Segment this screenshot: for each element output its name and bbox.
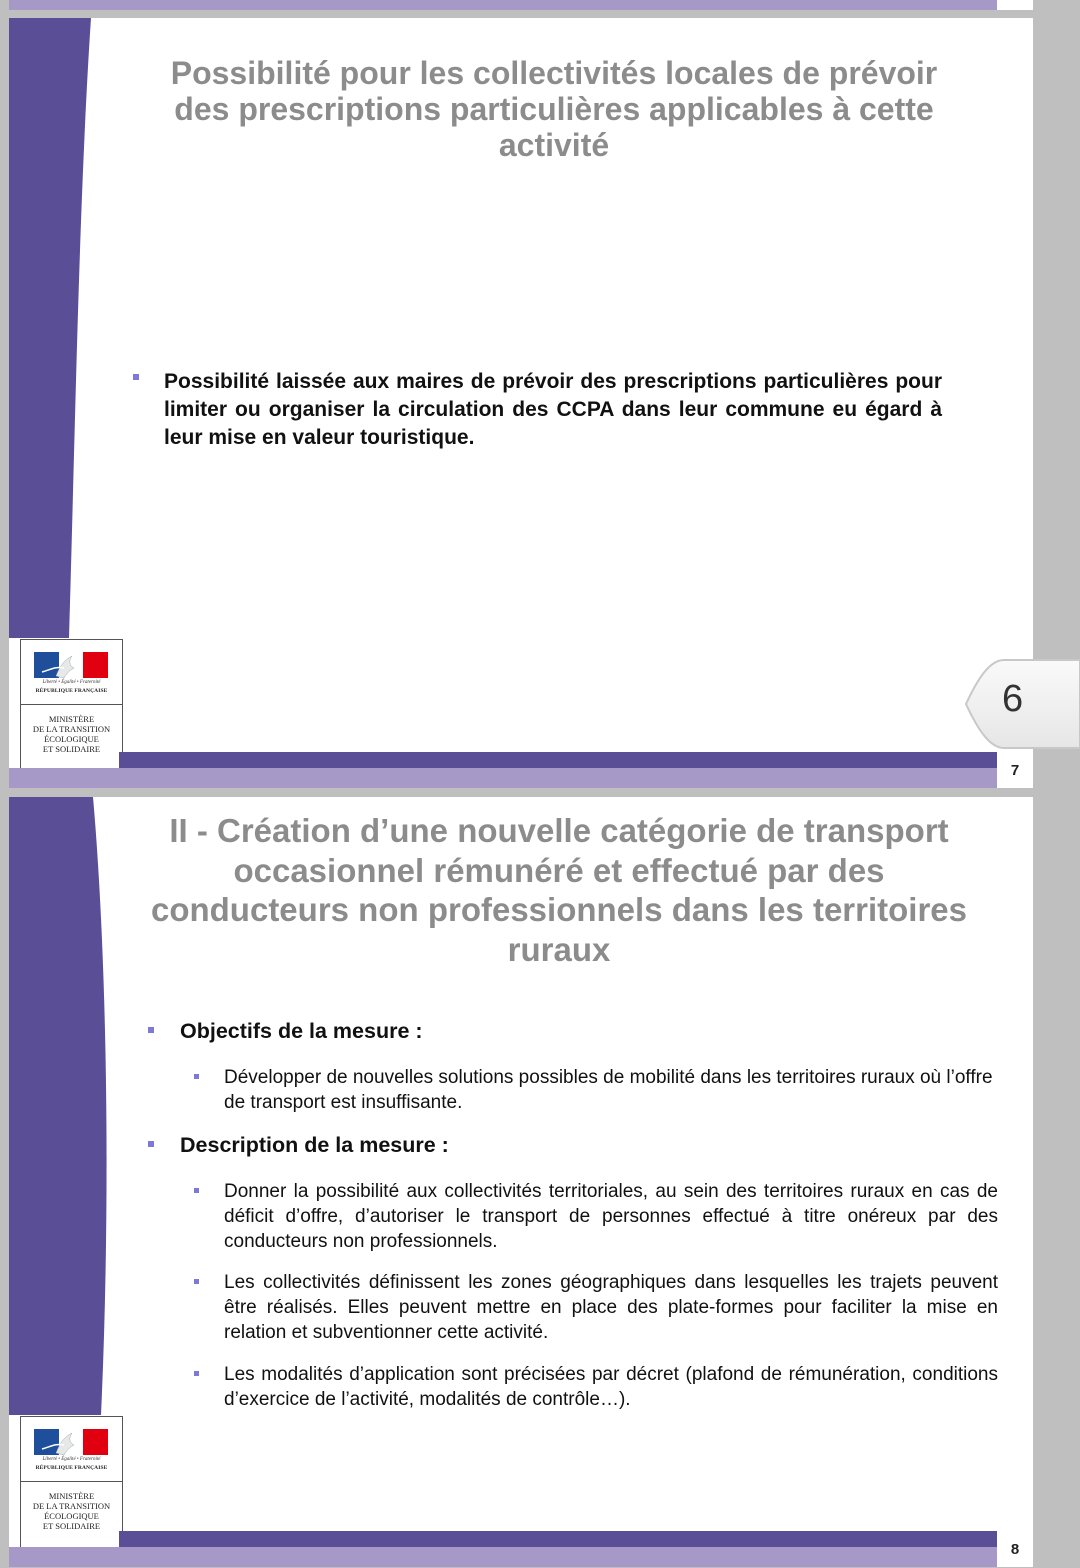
bottom-band-light bbox=[9, 768, 997, 788]
bullet-square-icon bbox=[133, 374, 139, 380]
list-item: Donner la possibilité aux collectivités territoriales, au sein des territoires ruraux en cas de déficit d’offre, d’autoriser le transport de personnes effectué à titre onéreux par des conducteurs non professionnels. bbox=[224, 1179, 998, 1254]
slide-title: Possibilité pour les collectivités locales de prévoir des prescriptions particulières applicables à cette activité bbox=[170, 55, 938, 163]
section-heading: Description de la mesure : bbox=[180, 1133, 449, 1157]
logo-ministry: MINISTÈRE DE LA TRANSITION ÉCOLOGIQUE ET SOLIDAIRE bbox=[32, 714, 111, 754]
logo-motto: Liberté • Égalité • Fraternité bbox=[42, 1457, 101, 1462]
section-description bbox=[180, 1133, 980, 1158]
section-heading: Objectifs de la mesure : bbox=[180, 1019, 423, 1043]
marianne-flag-icon bbox=[34, 1429, 108, 1455]
bullet-square-icon bbox=[148, 1027, 154, 1033]
page-number: 8 bbox=[997, 1531, 1033, 1567]
list-item: Développer de nouvelles solutions possibles de mobilité dans les territoires ruraux où l’offre de transport est insuffisante. bbox=[224, 1065, 998, 1115]
bottom-band-light bbox=[9, 1547, 997, 1567]
bullet-text: Possibilité laissée aux maires de prévoir des prescriptions particulières pour limiter ou organiser la circulation des CCPA dans leur commune eu égard à leur mise en valeur touristique. bbox=[164, 370, 942, 449]
page-number: 7 bbox=[997, 752, 1033, 788]
marianne-flag-icon bbox=[34, 652, 108, 678]
bullet-list bbox=[164, 368, 942, 452]
top-band-corner bbox=[997, 0, 1033, 10]
slide-7 bbox=[9, 18, 1033, 788]
bullet-square-icon bbox=[194, 1371, 199, 1376]
bullet-square-icon bbox=[148, 1141, 154, 1147]
list-item: Les modalités d’application sont précisées par décret (plafond de rémunération, conditions d’exercice de l’activité, modalités de contrôle…). bbox=[224, 1362, 998, 1412]
bottom-band-dark bbox=[119, 1531, 997, 1547]
logo-motto: Liberté • Égalité • Fraternité bbox=[42, 680, 101, 685]
section-objectifs bbox=[180, 1019, 980, 1044]
bullet-square-icon bbox=[194, 1279, 199, 1284]
page-tab[interactable] bbox=[964, 658, 1080, 750]
logo-republic: RÉPUBLIQUE FRANÇAISE bbox=[35, 1465, 108, 1471]
bottom-band-dark bbox=[119, 752, 997, 768]
ministry-logo bbox=[20, 1416, 123, 1548]
logo-divider bbox=[21, 1481, 122, 1482]
logo-republic: RÉPUBLIQUE FRANÇAISE bbox=[35, 688, 108, 694]
slide-8 bbox=[9, 797, 1033, 1567]
bullet-square-icon bbox=[194, 1188, 199, 1193]
slide-title: II - Création d’une nouvelle catégorie de transport occasionnel rémunéré et effectué par des conducteurs non professionnels dans les territoires ruraux bbox=[150, 812, 968, 968]
list-item: Les collectivités définissent les zones géographiques dans lesquelles les trajets peuvent être réalisés. Elles peuvent mettre en place des plate-formes pour faciliter la mise en relation et subventionner cette activité. bbox=[224, 1270, 998, 1345]
top-band-strip bbox=[9, 0, 997, 10]
bullet-square-icon bbox=[194, 1074, 199, 1079]
page-tab-number: 6 bbox=[1002, 678, 1024, 720]
logo-ministry: MINISTÈRE DE LA TRANSITION ÉCOLOGIQUE ET SOLIDAIRE bbox=[32, 1491, 111, 1531]
ministry-logo bbox=[20, 639, 123, 771]
logo-divider bbox=[21, 704, 122, 705]
list-item bbox=[164, 368, 942, 452]
